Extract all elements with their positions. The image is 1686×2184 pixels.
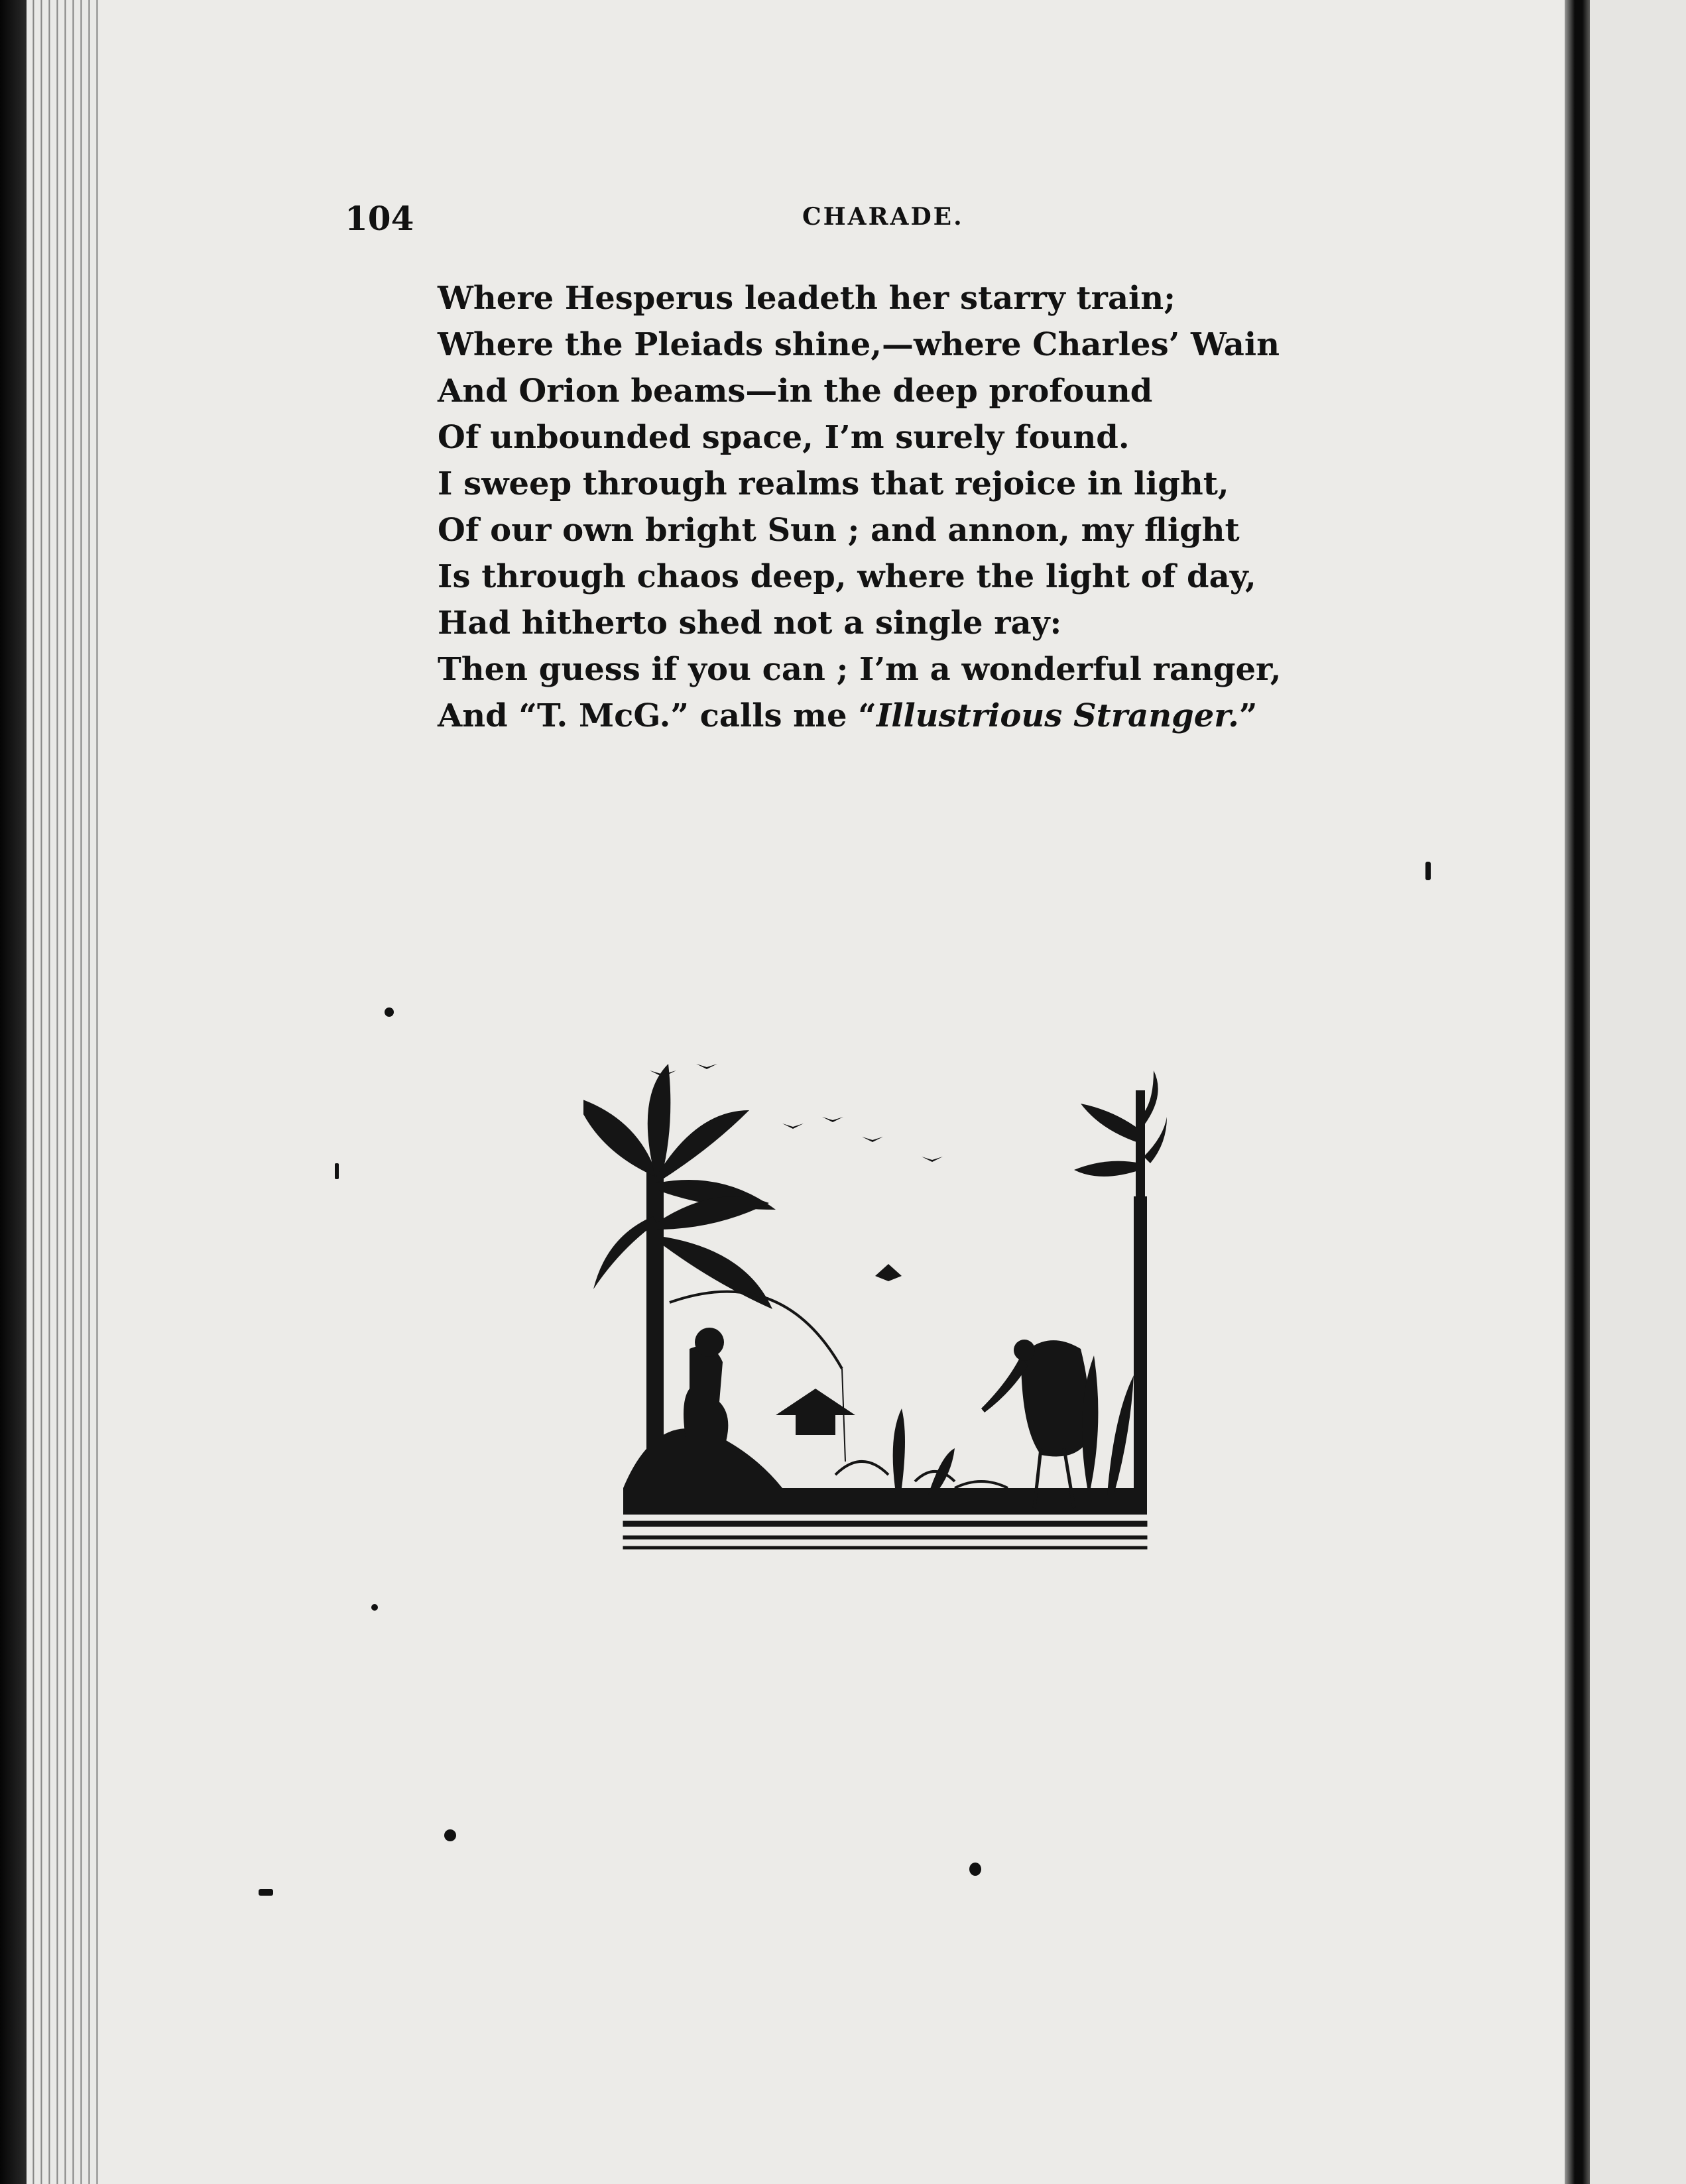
scan-speck xyxy=(444,1829,456,1841)
poem-text xyxy=(438,275,1326,739)
poem-line: And Orion beams—in the deep profound xyxy=(438,373,1153,410)
poem-line: Then guess if you can ; I’m a wonderful ranger, xyxy=(438,651,1282,688)
poem-line: Had hitherto shed not a single ray: xyxy=(438,604,1062,642)
book-spine xyxy=(1565,0,1590,2184)
poem-line-last xyxy=(438,693,1326,739)
poem-line-last-italic: Illustrious Stranger. xyxy=(876,697,1239,734)
poem-line: Is through chaos deep, where the light of day, xyxy=(438,558,1256,595)
poem-line: Of our own bright Sun ; and annon, my flight xyxy=(438,512,1240,549)
page-edges xyxy=(27,0,99,2184)
facing-page-edge xyxy=(1590,0,1686,2184)
page-number: 104 xyxy=(345,199,414,238)
poem-line: Where the Pleiads shine,—where Charles’ Wain xyxy=(438,326,1280,363)
poem-line-last-prefix: And “T. McG.” calls me “ xyxy=(438,697,876,734)
scan-border-left xyxy=(0,0,27,2184)
scan-speck xyxy=(335,1163,339,1179)
woodcut-illustration xyxy=(583,1064,1167,1601)
scan-speck xyxy=(371,1604,378,1611)
scan-speck xyxy=(259,1889,273,1896)
poem-line: Of unbounded space, I’m surely found. xyxy=(438,419,1130,456)
running-title: CHARADE. xyxy=(802,203,964,231)
scan-speck xyxy=(1425,862,1431,880)
scan-speck xyxy=(969,1863,981,1876)
page-header xyxy=(345,199,1306,245)
scan-speck xyxy=(385,1007,394,1017)
poem-line: Where Hesperus leadeth her starry train; xyxy=(438,280,1175,317)
poem-line-last-suffix: ” xyxy=(1238,697,1258,734)
poem-line: I sweep through realms that rejoice in light, xyxy=(438,465,1229,502)
